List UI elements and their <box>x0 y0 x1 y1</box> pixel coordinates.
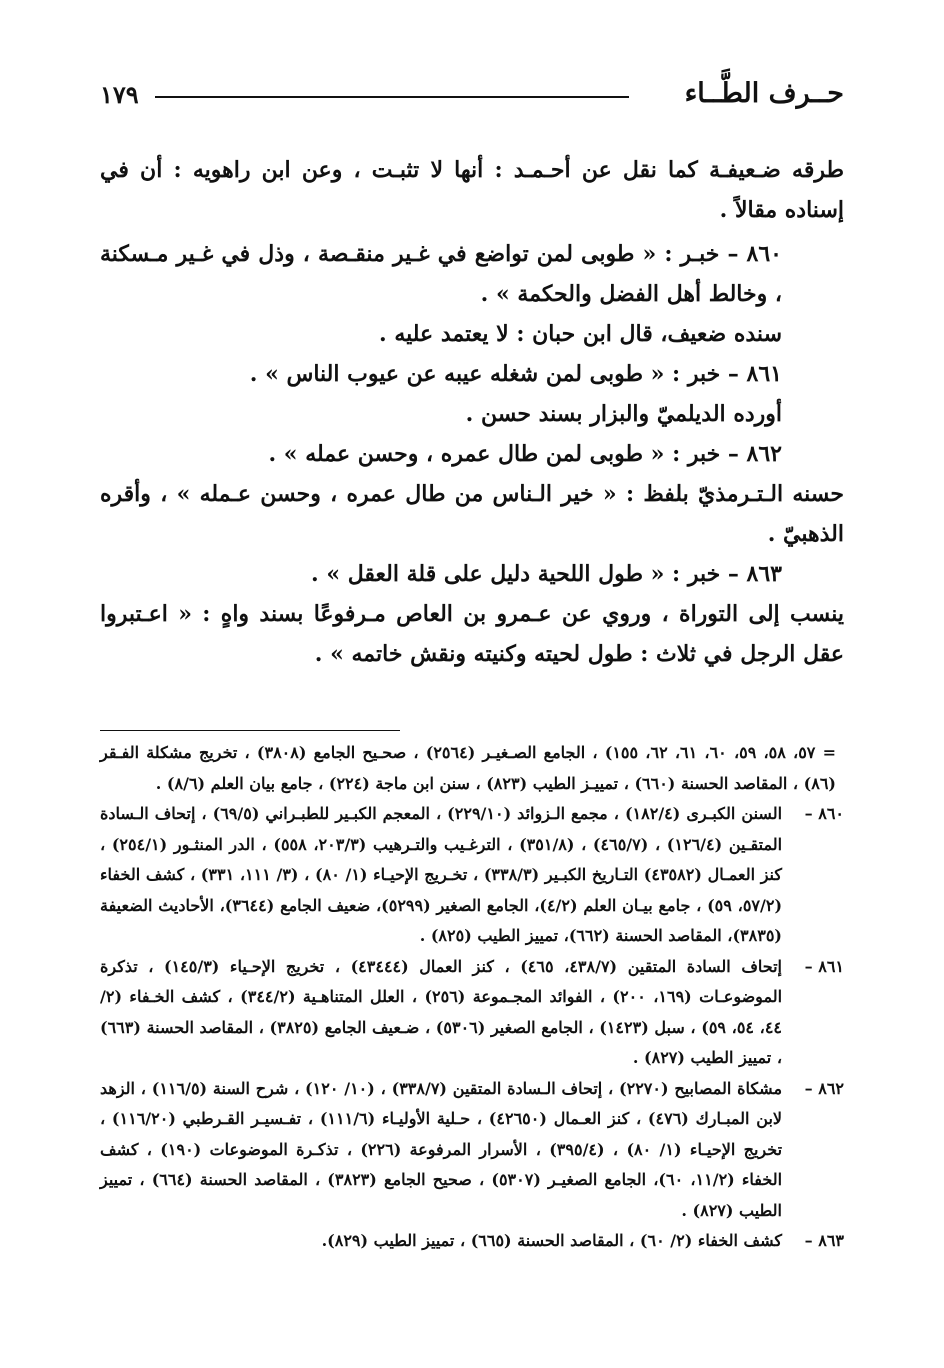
hadith-entry-860: ٨٦٠ – خبـر : « طوبى لمن تواضع في غـير منقـصة ، وذل في غـير مـسكنة ، وخالط أهل الفضل والحكمة » . <box>100 241 782 307</box>
commentary-860: سنده ضعيف، قال ابن حبان : لا يعتمد عليه . <box>379 321 782 347</box>
commentary-863: ينسب إلى التوراة ، وروي عن عـمرو بن العاص مـرفوعًا بسند واهٍ : « اعـتبروا عقل الرجل في ثلاث : طول لحيته وكنيته ونقش خاتمه » . <box>100 601 844 667</box>
footnote-text: مشكاة المصابيح (٢٢٧٠) ، إتحاف الـسادة المتقين (٣٣٨/٧) ، (١٠/ ١٢٠) ، شرح السنة (١١٦/٥) ، الزهد لابن المبـارك (٤٧٦) ، كنز العـمال (٤٢٦٥٠) ، حـلية الأوليـاء (١١١/٦) ، تفـسيـر القـرطبي (١١٦/٢٠) ، تخريج الإحيـاء (١/ ٨٠) ، (٣٩٥/٤) ، الأسرار المرفوعة (٢٢٦) ، تذكـرة الموضوعات (١٩٠) ، كشف الخفاء (١١/٢، ٦٠)، الجامع الصغيـر (٥٣٠٧) ، صحيح الجامع (٣٨٢٣) ، المقاصد الحسنة (٦٦٤) ، تمييز الطيب (٨٢٧) . <box>100 1078 783 1220</box>
footnote-continuation: = ٥٧، ٥٨، ٥٩، ٦٠، ٦١، ٦٢، ١٥٥) ، الجامع الصـغيـر (٢٥٦٤) ، صحـيح الجامع (٣٨٠٨) ، تخريج مشكلة الفـقر (٨٦) ، المقاصد الحسنة (٦٦٠) ، تمييـز الطيب (٨٢٣) ، سنن ابن ماجة (٢٢٤) ، جامع بيان العلم (٨/٦) . <box>100 743 836 793</box>
footnote-text: السنن الكبـرى (١٨٢/٤) ، مجمع الـزوائد (٢٢٩/١٠) ، المعجم الكبـير للطبـراني (٦٩/٥) ، إتحاف الـسادة المتقـين (١٢٦/٤) ، (٤٦٥/٧) ، (٣٥١/٨) ، الترغـيب والتـرهيب (٢٠٣/٣، ٥٥٨) ، الدر المنثـور (٢٥٤/١) ، كنز العمـال (٤٣٥٨٢) التـاريخ الكبـير (٣٣٨/٣) ، تخـريج الإحيـاء (١/ ٨٠) ، (٣/ ١١١، ٣٣١) ، كشف الخفاء (٥٧/٢، ٥٩) ، جامع بيـان العلم (٤/٢)، الجامع الصغير (٥٢٩٩)، ضعيف الجامع (٣٦٤٤)، الأحاديث الضعيفة (٣٨٣٥)، المقاصد الحسنة (٦٦٢)، تمييز الطيب (٨٢٥) . <box>100 804 783 945</box>
footnote-number: ٨٦١ – <box>804 956 844 976</box>
footnote-860 <box>100 799 844 952</box>
footnote-number: ٨٦٣ – <box>804 1231 844 1250</box>
footnote-861 <box>100 952 844 1074</box>
commentary-861: أورده الديلميّ والبزار بسند حسن . <box>465 401 782 427</box>
hadith-entry-862: ٨٦٢ – خبر : « طوبى لمن طال عمره ، وحسن عمله » . <box>268 441 782 467</box>
hadith-entry-863: ٨٦٣ – خبر : « طول اللحية دليل على قلة العقل » . <box>311 561 782 587</box>
paragraph: طرقه ضـعيفـة كما نقل عن أحـمـد : أنها لا تثبـت ، وعن ابن راهويه : أن في إسناده مقالاً . <box>100 157 844 223</box>
hadith-entry-861: ٨٦١ – خبر : « طوبى لمن شغله عيبه عن عيوب الناس » . <box>249 361 782 387</box>
footnote-text: إتحاف السادة المتقين (٤٣٨/٧، ٤٦٥) ، كنز العمال (٤٣٤٤٤) ، تخريج الإحـياء (١٤٥/٣) ، تذكرة الموضوعـات (١٦٩، ٢٠٠) ، الفوائد المجـموعة (٢٥٦) ، العلل المتناهـية (٣٤٤/٢) ، كشف الخـفاء (٢/ ٤٤، ٥٤، ٥٩) ، سبل (١٤٢٣) ، الجامع الصغير (٥٣٠٦) ، ضـعيف الجامع (٣٨٢٥) ، المقاصد الحسنة (٦٦٣) ، تمييز الطيب (٨٢٧) . <box>100 956 783 1067</box>
page-number: ١٧٩ <box>100 80 139 109</box>
footnote-text: كشف الخفاء (٢/ ٦٠) ، المقاصد الحسنة (٦٦٥) ، تمييز الطيب (٨٢٩). <box>321 1231 782 1250</box>
footnotes <box>100 738 844 1257</box>
main-text <box>100 150 844 674</box>
footnote-number: ٨٦٠ – <box>804 804 844 823</box>
footnote-number: ٨٦٢ – <box>804 1078 844 1098</box>
footnote-862 <box>100 1074 844 1227</box>
chapter-title: حــرف الطَّــاء <box>684 78 844 109</box>
footnote-separator <box>100 730 400 731</box>
commentary-862: حسنه الـتـرمذيّ بلفظ : « خير الـناس من طال عمره ، وحسن عـمله » ، وأقره الذهبيّ . <box>100 481 844 547</box>
header-rule <box>155 96 629 98</box>
footnote-863 <box>100 1226 844 1257</box>
running-header <box>100 78 844 118</box>
